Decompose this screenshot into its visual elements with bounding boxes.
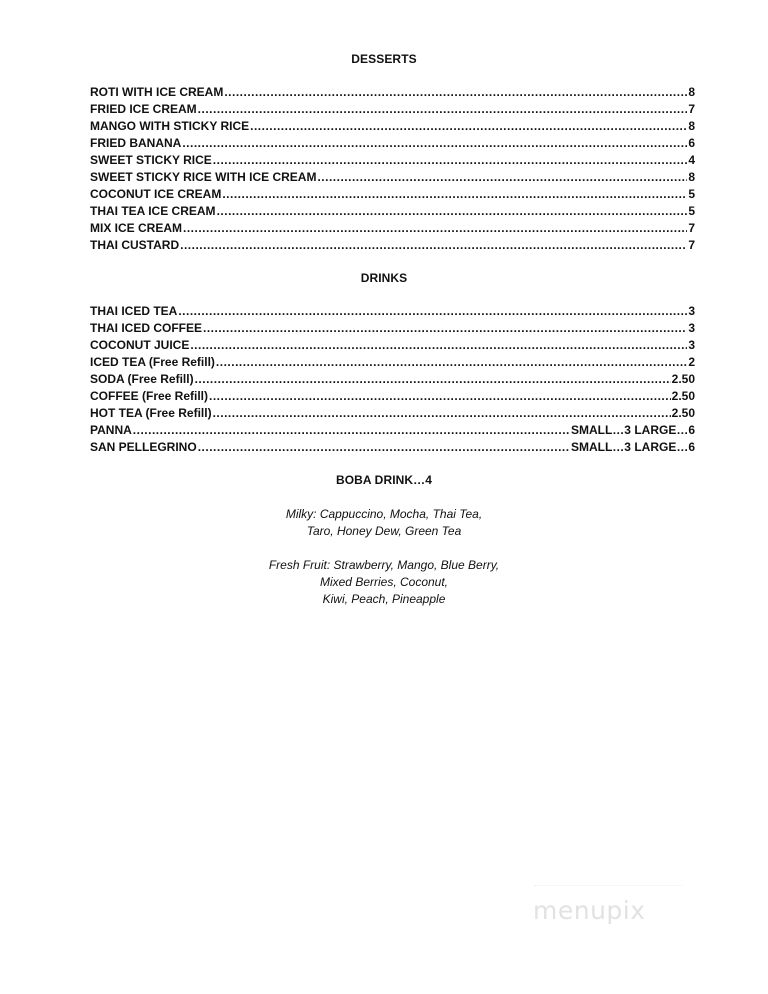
drink-item (90, 304, 695, 321)
dessert-item-price: 4 (688, 153, 695, 167)
drink-item-name: THAI ICED COFFEE (90, 321, 203, 335)
dessert-item (90, 187, 695, 204)
drink-item (90, 389, 695, 406)
drink-item (90, 338, 695, 355)
boba-fruit-options (0, 557, 768, 608)
drink-item-name: SAN PELLEGRINO (90, 440, 197, 454)
boba-milky-line: Milky: Cappuccino, Mocha, Thai Tea, (285, 507, 483, 521)
dot-leader (209, 389, 671, 403)
drink-item-price: 2.50 (671, 372, 695, 386)
dessert-item (90, 170, 695, 187)
boba-title: BOBA DRINK…4 (335, 473, 433, 487)
desserts-list (90, 85, 695, 255)
drink-item (90, 355, 695, 372)
dessert-item (90, 119, 695, 136)
drink-item-name: ICED TEA (Free Refill) (90, 355, 215, 369)
dot-leader (195, 372, 671, 386)
drinks-title: DRINKS (360, 271, 408, 285)
dot-leader (213, 406, 671, 420)
drink-item-name: COFFEE (Free Refill) (90, 389, 209, 403)
drink-item (90, 321, 695, 338)
dot-leader (224, 85, 687, 99)
dessert-item-price: 7 (688, 238, 695, 252)
dessert-item-name: FRIED ICE CREAM (90, 102, 197, 116)
dessert-item-price: 5 (688, 204, 695, 218)
dessert-item-price: 8 (688, 85, 695, 99)
drink-item-name: COCONUT JUICE (90, 338, 190, 352)
dessert-item (90, 136, 695, 153)
dessert-item-name: THAI TEA ICE CREAM (90, 204, 216, 218)
drink-item-price: 2.50 (671, 389, 695, 403)
dot-leader (190, 338, 687, 352)
menupix-watermark: menupix (533, 896, 646, 925)
dot-leader (182, 136, 687, 150)
dessert-item-price: 8 (688, 170, 695, 184)
boba-fruit-line: Kiwi, Peach, Pineapple (322, 592, 446, 606)
drink-item-price: 3 (688, 304, 695, 318)
drinks-list (90, 304, 695, 457)
dessert-item (90, 85, 695, 102)
drink-item-price: SMALL…3 LARGE…6 (570, 423, 695, 437)
drink-item (90, 423, 695, 440)
drink-item-price: 2 (688, 355, 695, 369)
dot-leader (222, 187, 687, 201)
dessert-item-name: COCONUT ICE CREAM (90, 187, 222, 201)
dessert-item-price: 5 (688, 187, 695, 201)
dessert-item (90, 153, 695, 170)
drink-item-name: PANNA (90, 423, 132, 437)
drink-item-name: SODA (Free Refill) (90, 372, 194, 386)
dessert-item (90, 238, 695, 255)
boba-fruit-line: Mixed Berries, Coconut, (319, 575, 449, 589)
dessert-item (90, 221, 695, 238)
dessert-item-price: 7 (688, 221, 695, 235)
dot-leader (203, 321, 687, 335)
dot-leader (198, 440, 570, 454)
watermark-rule (534, 885, 682, 892)
dessert-item-name: SWEET STICKY RICE (90, 153, 212, 167)
boba-fruit-line: Fresh Fruit: Strawberry, Mango, Blue Berry, (268, 558, 500, 572)
drink-item-name: HOT TEA (Free Refill) (90, 406, 212, 420)
dot-leader (133, 423, 570, 437)
dot-leader (217, 204, 688, 218)
dessert-item-price: 8 (688, 119, 695, 133)
dessert-item-name: ROTI WITH ICE CREAM (90, 85, 224, 99)
drink-item-price: 3 (688, 338, 695, 352)
dot-leader (198, 102, 688, 116)
boba-milky-options (0, 506, 768, 540)
dessert-item-name: FRIED BANANA (90, 136, 182, 150)
drink-item-price: 2.50 (671, 406, 695, 420)
dessert-item (90, 204, 695, 221)
drink-item-price: SMALL…3 LARGE…6 (570, 440, 695, 454)
dessert-item-price: 7 (688, 102, 695, 116)
dessert-item-name: MIX ICE CREAM (90, 221, 183, 235)
dot-leader (216, 355, 687, 369)
dessert-item-name: THAI CUSTARD (90, 238, 180, 252)
dot-leader (317, 170, 687, 184)
dot-leader (250, 119, 687, 133)
dot-leader (183, 221, 687, 235)
boba-milky-line: Taro, Honey Dew, Green Tea (306, 524, 462, 538)
dot-leader (180, 238, 687, 252)
drink-item-name: THAI ICED TEA (90, 304, 178, 318)
desserts-title: DESSERTS (351, 52, 417, 66)
dessert-item (90, 102, 695, 119)
drink-item (90, 406, 695, 423)
drink-item (90, 372, 695, 389)
dessert-item-name: MANGO WITH STICKY RICE (90, 119, 250, 133)
dessert-item-name: SWEET STICKY RICE WITH ICE CREAM (90, 170, 317, 184)
dot-leader (213, 153, 688, 167)
drink-item-price: 3 (688, 321, 695, 335)
dessert-item-price: 6 (688, 136, 695, 150)
dot-leader (178, 304, 687, 318)
drink-item (90, 440, 695, 457)
